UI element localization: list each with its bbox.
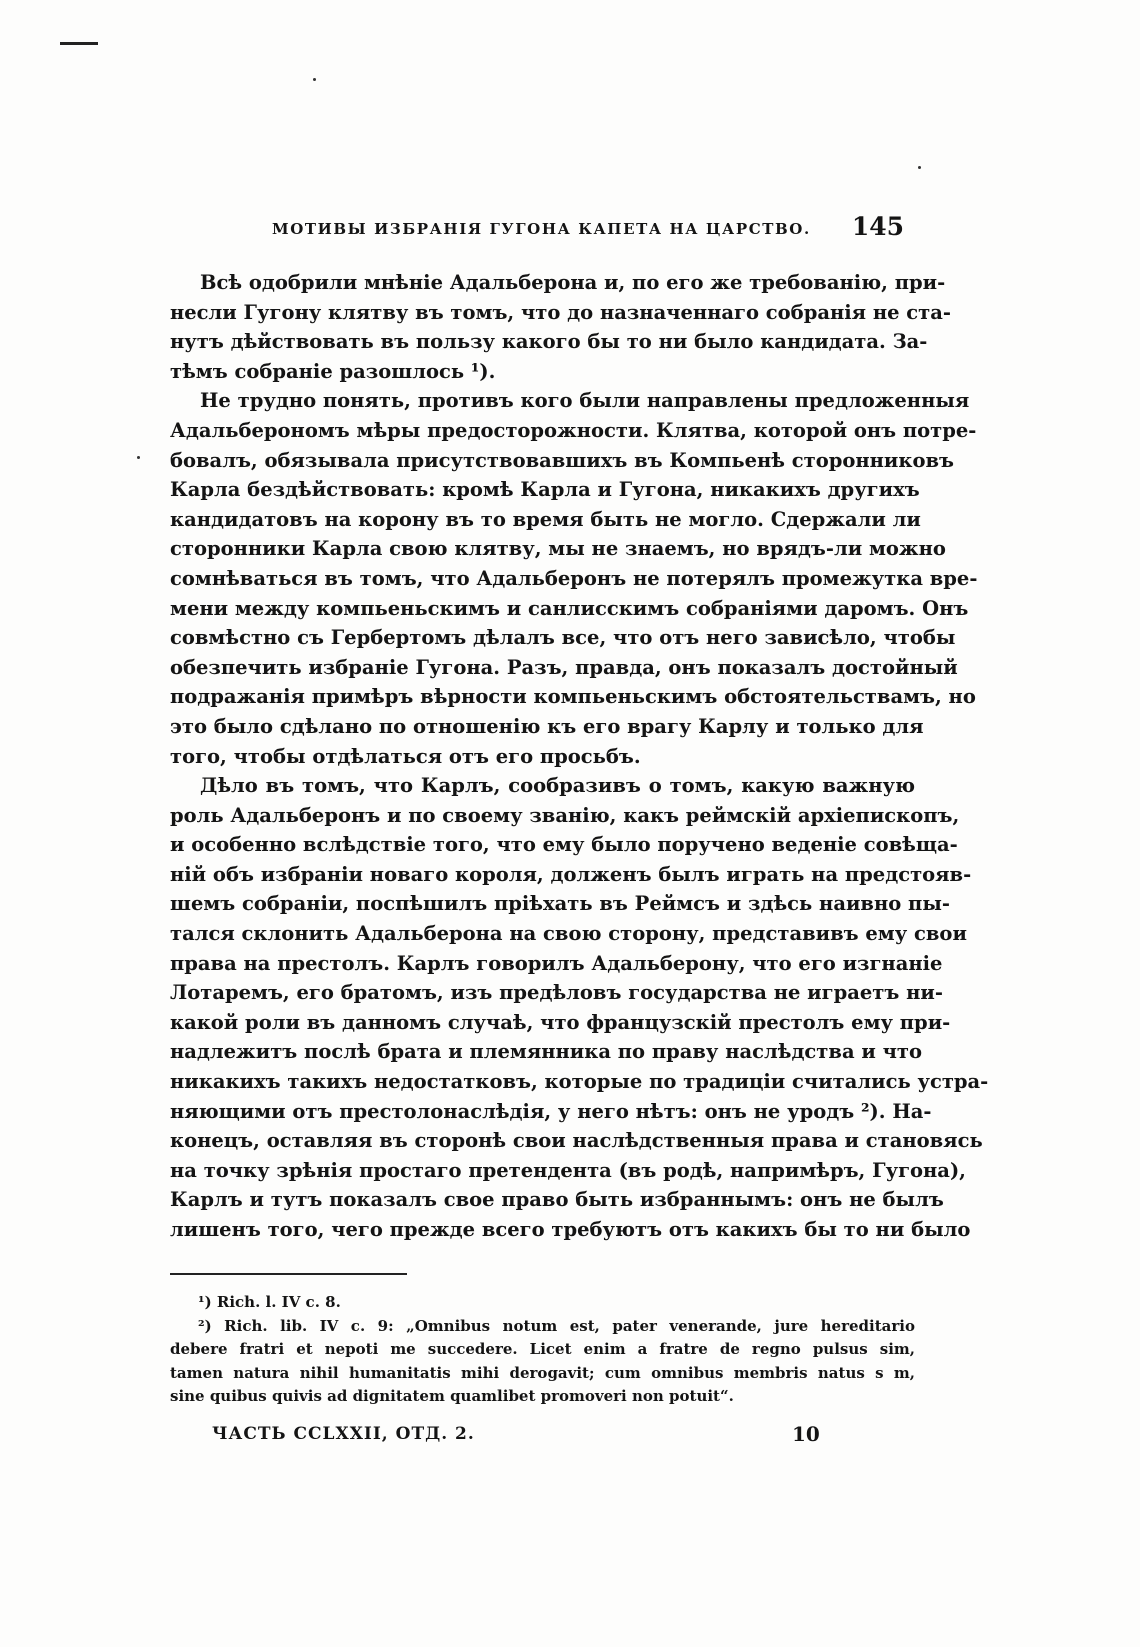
running-title: МОТИВЫ ИЗБРАНІЯ ГУГОНА КАПЕТА НА ЦАРСТВО.	[272, 220, 811, 238]
text-line: бовалъ, обязывала присутствовавшихъ въ Компьенѣ сторонниковъ	[170, 448, 954, 472]
text-line: никакихъ такихъ недостатковъ, которые по традиціи считались устра-	[170, 1070, 989, 1094]
text-line: Не трудно понять, противъ кого были направлены предложенныя	[200, 389, 970, 413]
running-head	[170, 212, 910, 244]
text-line: шемъ собраніи, поспѣшилъ пріѣхать въ Реймсъ и здѣсь наивно пы-	[170, 892, 950, 916]
text-line: Карла бездѣйствовать: кромѣ Карла и Гугона, никакихъ другихъ	[170, 478, 920, 502]
footnote-line: ¹) Rich. l. IV c. 8.	[198, 1293, 341, 1311]
text-line: несли Гугону клятву въ томъ, что до назначеннаго собранія не ста-	[170, 300, 951, 324]
text-line: Лотаремъ, его братомъ, изъ предѣловъ государства не играетъ ни-	[170, 981, 943, 1005]
text-line: Дѣло въ томъ, что Карлъ, сообразивъ о томъ, какую важную	[200, 774, 915, 798]
text-line: надлежитъ послѣ брата и племянника по праву наслѣдства и что	[170, 1040, 922, 1064]
scan-speck	[137, 456, 140, 459]
text-line: нутъ дѣйствовать въ пользу какого бы то ни было кандидата. За-	[170, 330, 928, 354]
text-line: няющими отъ престолонаслѣдія, у него нѣтъ: онъ не уродъ ²). На-	[170, 1099, 932, 1123]
footnotes	[170, 1291, 915, 1409]
text-line: роль Адальберонъ и по своему званію, какъ реймскій архіепископъ,	[170, 803, 960, 827]
text-line: права на престолъ. Карлъ говорилъ Адальберону, что его изгнаніе	[170, 951, 943, 975]
footnote-rule	[170, 1273, 407, 1275]
text-line: сомнѣваться въ томъ, что Адальберонъ не потерялъ промежутка вре-	[170, 566, 978, 590]
text-line: на точку зрѣнія простаго претендента (въ родѣ, напримѣръ, Гугона),	[170, 1158, 966, 1182]
text-line: совмѣстно съ Гербертомъ дѣлалъ все, что отъ него зависѣло, чтобы	[170, 626, 956, 650]
text-line: это было сдѣлано по отношенію къ его врагу Карлу и только для	[170, 714, 924, 738]
body-text	[170, 268, 989, 1245]
text-line: ній объ избраніи новаго короля, долженъ былъ играть на предстояв-	[170, 862, 972, 886]
page-number: 145	[851, 212, 904, 241]
text-line: мени между компьеньскимъ и санлисскимъ собраніями даромъ. Онъ	[170, 596, 969, 620]
text-line: лишенъ того, чего прежде всего требуютъ отъ какихъ бы то ни было	[170, 1218, 971, 1241]
sheet-number: 10	[792, 1422, 820, 1446]
text-line: Всѣ одобрили мнѣніе Адальберона и, по его же требованію, при-	[200, 271, 946, 294]
text-line: Адальберономъ мѣры предосторожности. Клятва, которой онъ потре-	[170, 418, 977, 442]
footnote-line: ²) Rich. lib. IV c. 9: „Omnibus notum est, pater venerande, jure hereditario	[198, 1316, 915, 1335]
text-line: конецъ, оставляя въ сторонѣ свои наслѣдственныя права и становясь	[170, 1129, 983, 1153]
scan-edge-mark	[60, 42, 98, 45]
text-line: того, чтобы отдѣлаться отъ его просьбъ.	[170, 744, 641, 768]
text-line: кандидатовъ на корону въ то время быть не могло. Сдержали ли	[170, 507, 921, 531]
text-line: подражанія примѣръ вѣрности компьеньскимъ обстоятельствамъ, но	[170, 685, 976, 709]
scan-speck	[313, 78, 316, 81]
text-line: тѣмъ собраніе разошлось ¹).	[170, 359, 496, 383]
text-line: сторонники Карла свою клятву, мы не знаемъ, но врядъ-ли можно	[170, 537, 946, 561]
text-line: Карлъ и тутъ показалъ свое право быть избраннымъ: онъ не былъ	[170, 1188, 944, 1212]
footnote-line: debere fratri et nepoti me succedere. Licet enim a fratre de regno pulsus sim,	[170, 1340, 915, 1358]
text-line: тался склонить Адальберона на свою сторону, представивъ ему свои	[170, 922, 967, 946]
text-line: какой роли въ данномъ случаѣ, что французскій престолъ ему при-	[170, 1010, 951, 1034]
text-line: обезпечить избраніе Гугона. Разъ, правда, онъ показалъ достойный	[170, 655, 958, 679]
printer-signature: ЧАСТЬ CCLXXII, ОТД. 2.	[212, 1424, 475, 1444]
scan-speck	[918, 166, 921, 169]
signature-line	[212, 1422, 852, 1450]
footnote-line: tamen natura nihil humanitatis mihi derogavit; cum omnibus membris natus s m,	[170, 1363, 915, 1382]
text-line: и особенно вслѣдствіе того, что ему было поручено веденіе совѣща-	[170, 833, 958, 857]
footnote-line: sine quibus quivis ad dignitatem quamlibet promoveri non potuit“.	[170, 1387, 734, 1405]
